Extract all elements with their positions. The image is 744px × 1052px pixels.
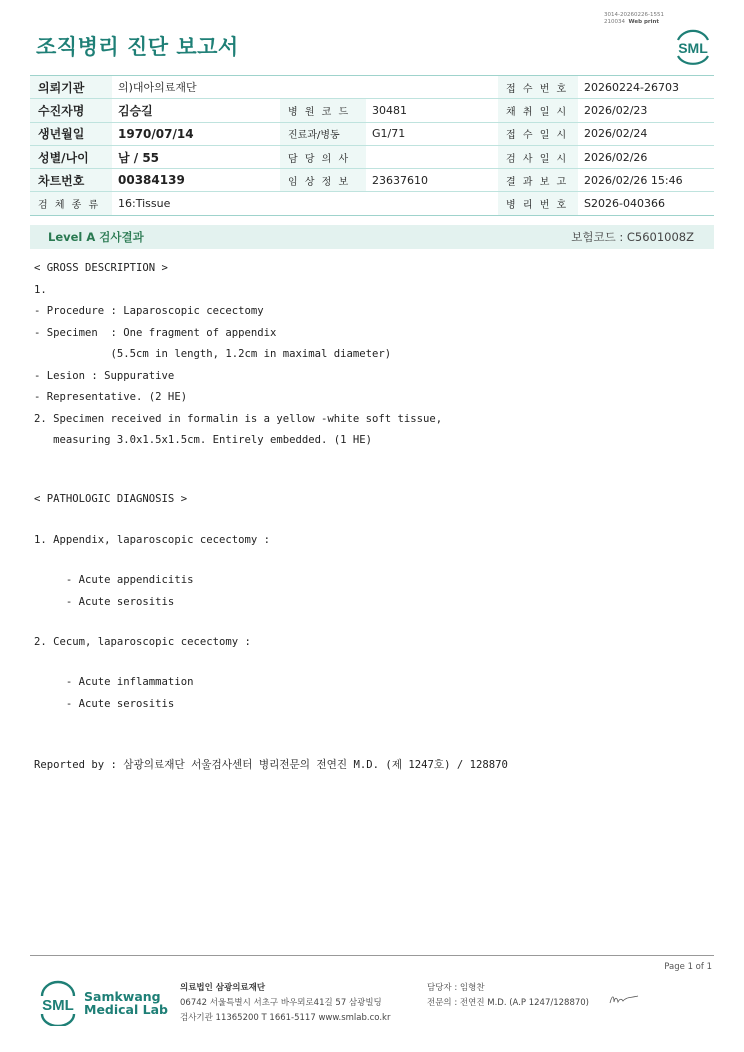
footer-address: 06742 서울특별시 서초구 바우뫼로41길 57 삼광빌딩 bbox=[180, 998, 382, 1008]
value-attending-doctor bbox=[366, 145, 498, 168]
pathologic-diagnosis-header: < PATHOLOGIC DIAGNOSIS > bbox=[34, 493, 188, 505]
gross-description-header: < GROSS DESCRIPTION > bbox=[34, 262, 168, 274]
print-sub: 210034 Web print bbox=[604, 19, 660, 25]
label-sex-age: 성별/나이 bbox=[30, 145, 112, 168]
label-birth-date: 생년월일 bbox=[30, 122, 112, 145]
sml-logo-icon bbox=[672, 26, 714, 66]
value-department-ward: G1/71 bbox=[366, 122, 498, 145]
footer-staff-block bbox=[427, 981, 589, 1011]
label-attending-doctor: 담 당 의 사 bbox=[280, 145, 366, 168]
label-pathology-number: 병 리 번 호 bbox=[498, 192, 578, 215]
report-line: - Representative. (2 HE) bbox=[34, 391, 188, 403]
diagnosis-line: - Acute appendicitis bbox=[34, 574, 194, 586]
value-receipt-number: 20260224-26703 bbox=[578, 76, 714, 99]
report-line: - Procedure : Laparoscopic cecectomy bbox=[34, 305, 264, 317]
label-collection-date: 채 취 일 시 bbox=[498, 99, 578, 122]
label-receipt-number: 접 수 번 호 bbox=[498, 76, 578, 99]
footer-contact: 검사기관 11365200 T 1661-5117 www.smlab.co.kr bbox=[180, 1013, 391, 1023]
print-code: 3014-20260226-1551 bbox=[604, 12, 664, 18]
diagnosis-line: - Acute serositis bbox=[34, 596, 175, 608]
footer-divider bbox=[30, 955, 714, 956]
sml-footer-logo-icon bbox=[38, 980, 78, 1026]
label-test-date: 검 사 일 시 bbox=[498, 145, 578, 168]
diagnosis-line: - Acute inflammation bbox=[34, 676, 194, 688]
value-chart-number: 00384139 bbox=[112, 169, 280, 192]
label-clinical-info: 임 상 정 보 bbox=[280, 169, 366, 192]
info-row bbox=[30, 99, 714, 122]
info-row bbox=[30, 192, 714, 215]
footer-pathologist: 전문의 : 전연진 M.D. (A.P 1247/128870) bbox=[427, 998, 589, 1008]
result-level-bar bbox=[30, 225, 714, 249]
value-test-date: 2026/02/26 bbox=[578, 145, 714, 168]
footer-org-name: 의료법인 삼광의료재단 bbox=[180, 983, 266, 993]
label-specimen-type: 검 체 종 류 bbox=[30, 192, 112, 215]
brand-line-2: Medical Lab bbox=[84, 1002, 168, 1017]
label-receipt-date: 접 수 일 시 bbox=[498, 122, 578, 145]
level-label: Level A 검사결과 bbox=[48, 230, 144, 244]
value-birth-date: 1970/07/14 bbox=[112, 122, 280, 145]
value-hospital-code: 30481 bbox=[366, 99, 498, 122]
value-specimen-type: 16:Tissue bbox=[112, 192, 498, 215]
report-line: (5.5cm in length, 1.2cm in maximal diameter) bbox=[34, 348, 392, 360]
diagnosis-line: - Acute serositis bbox=[34, 698, 175, 710]
info-row bbox=[30, 169, 714, 192]
label-hospital-code: 병 원 코 드 bbox=[280, 99, 366, 122]
value-collection-date: 2026/02/23 bbox=[578, 99, 714, 122]
value-receipt-date: 2026/02/24 bbox=[578, 122, 714, 145]
value-clinical-info: 23637610 bbox=[366, 169, 498, 192]
info-row bbox=[30, 122, 714, 145]
diagnosis-line: 1. Appendix, laparoscopic cecectomy : bbox=[34, 534, 270, 546]
insurance-code: 보험코드 : C5601008Z bbox=[571, 230, 694, 244]
svg-text:SML: SML bbox=[42, 997, 74, 1014]
report-line: - Lesion : Suppurative bbox=[34, 370, 175, 382]
label-patient-name: 수진자명 bbox=[30, 99, 112, 122]
diagnosis-line: 2. Cecum, laparoscopic cecectomy : bbox=[34, 636, 251, 648]
report-line: measuring 3.0x1.5x1.5cm. Entirely embedded. (1 HE) bbox=[34, 434, 373, 446]
reported-by: Reported by : 삼광의료재단 서울검사센터 병리전문의 전연진 M.D. (제 1247호) / 128870 bbox=[34, 759, 508, 771]
print-meta bbox=[604, 12, 664, 26]
value-pathology-number: S2026-040366 bbox=[578, 192, 714, 215]
report-line: 2. Specimen received in formalin is a yellow -white soft tissue, bbox=[34, 413, 443, 425]
report-line: - Specimen : One fragment of appendix bbox=[34, 327, 277, 339]
info-row bbox=[30, 145, 714, 168]
value-requesting-institution: 의)대아의료재단 bbox=[112, 76, 498, 99]
label-result-report: 결 과 보 고 bbox=[498, 169, 578, 192]
value-patient-name: 김승길 bbox=[112, 99, 280, 122]
label-department-ward: 진료과/병동 bbox=[280, 122, 366, 145]
page-title: 조직병리 진단 보고서 bbox=[36, 35, 239, 59]
report-line: 1. bbox=[34, 284, 47, 296]
signature-icon bbox=[608, 993, 640, 1007]
footer-address-block bbox=[180, 981, 390, 1026]
info-row bbox=[30, 76, 714, 99]
brand-line-1: Samkwang bbox=[84, 989, 161, 1004]
label-requesting-institution: 의뢰기관 bbox=[30, 76, 112, 99]
value-sex-age: 남 / 55 bbox=[112, 145, 280, 168]
footer-brand bbox=[84, 990, 168, 1016]
label-chart-number: 차트번호 bbox=[30, 169, 112, 192]
web-print-label: Web print bbox=[628, 19, 660, 25]
footer-staff-in-charge: 담당자 : 임형찬 bbox=[427, 983, 485, 993]
patient-info-table bbox=[30, 75, 714, 216]
value-result-report: 2026/02/26 15:46 bbox=[578, 169, 714, 192]
svg-text:SML: SML bbox=[678, 40, 708, 56]
page-number: Page 1 of 1 bbox=[664, 962, 712, 972]
